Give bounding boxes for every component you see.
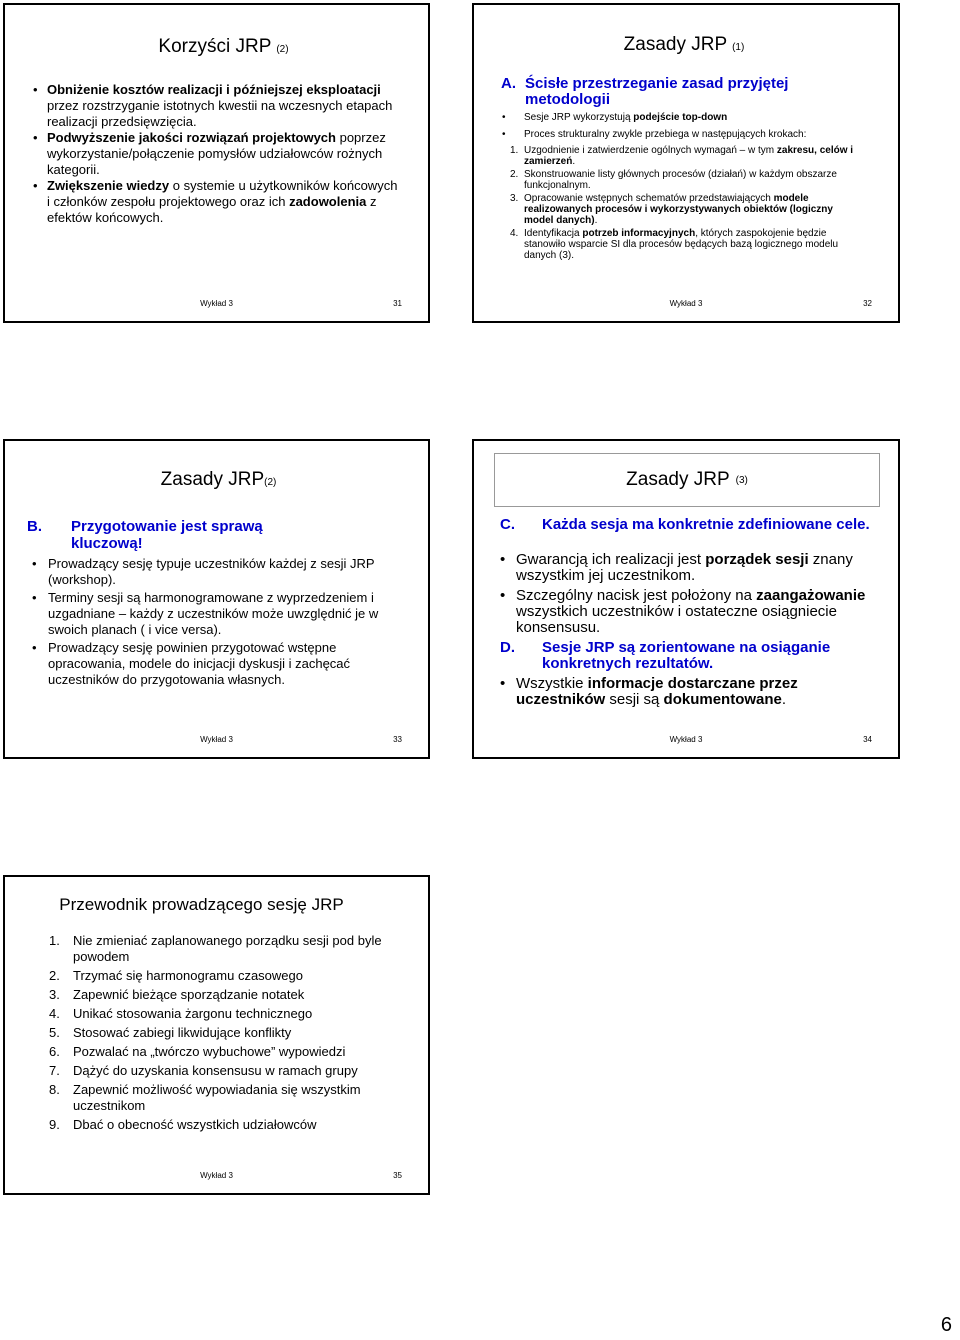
step-number: 3. bbox=[510, 193, 519, 204]
list-item bbox=[49, 1044, 399, 1060]
list-item bbox=[510, 145, 862, 167]
slide-title bbox=[470, 34, 898, 59]
title-text: Korzyści JRP bbox=[158, 36, 272, 57]
list-item bbox=[49, 1025, 399, 1041]
item-bold: zadowolenia bbox=[289, 194, 367, 209]
list-item bbox=[510, 169, 862, 191]
item-number: 6. bbox=[49, 1044, 60, 1059]
item-text: Szczególny nacisk jest położony na bbox=[516, 587, 757, 604]
item-text: przez rozstrzyganie istotnych kwestii na wczesnych etapach realizacji przedsięwzięcia. bbox=[47, 98, 393, 129]
item-text: Prowadzący sesję typuje uczestników każdej z sesji JRP (workshop). bbox=[48, 556, 375, 587]
slide-number: 34 bbox=[863, 735, 872, 744]
slide-number: 33 bbox=[393, 735, 402, 744]
list-item bbox=[49, 987, 399, 1003]
list-item bbox=[32, 556, 412, 588]
item-text: z efektów końcowych. bbox=[47, 194, 377, 225]
item-bold: Podwyższenie jakości rozwiązań projektowych bbox=[47, 130, 336, 145]
item-bold: informacje dostarczane przez uczestników bbox=[516, 675, 798, 708]
item-number: 5. bbox=[49, 1025, 60, 1040]
item-number: 4. bbox=[49, 1006, 60, 1021]
footer-label: Wykład 3 bbox=[200, 735, 233, 744]
section-letter: C. bbox=[500, 516, 515, 533]
title-text: Zasady JRP bbox=[160, 469, 265, 490]
item-number: 3. bbox=[49, 987, 60, 1002]
section-title: Przygotowanie jest sprawą kluczową! bbox=[71, 518, 263, 552]
section-heading bbox=[500, 640, 880, 672]
step-number: 1. bbox=[510, 145, 519, 156]
slide-title bbox=[494, 453, 880, 507]
item-text: Dbać o obecność wszystkich udziałowców bbox=[73, 1117, 317, 1132]
section-heading bbox=[27, 518, 327, 552]
list-item bbox=[33, 82, 403, 130]
item-text: Terminy sesji są harmonogramowane z wyprzedzeniem i uzgadniane – każdy z uczestników może uwzględnić je w swoich planach ( i vice versa). bbox=[48, 590, 379, 637]
step-text: Uzgodnienie i zatwierdzenie ogólnych wymagań – w tym bbox=[524, 145, 777, 156]
step-bold: zakresu, celów i zamierzeń bbox=[524, 145, 854, 167]
slide-footer bbox=[474, 299, 898, 311]
item-text: Stosować zabiegi likwidujące konflikty bbox=[73, 1025, 292, 1040]
item-bold: dokumentowane bbox=[663, 691, 782, 708]
title-text: Przewodnik prowadzącego sesję JRP bbox=[59, 895, 344, 914]
list-item bbox=[500, 588, 870, 636]
step-number: 2. bbox=[510, 169, 519, 180]
list-item bbox=[49, 1006, 399, 1022]
item-text: sesji są bbox=[605, 691, 664, 708]
item-text: poprzez wykorzystanie/połączenie pomysłów udziałowców rożnych kategorii. bbox=[47, 130, 386, 177]
step-text: Identyfikacja bbox=[524, 228, 583, 239]
slide-33 bbox=[3, 439, 430, 759]
section-heading bbox=[500, 517, 880, 533]
item-text: . bbox=[781, 691, 787, 708]
list-item bbox=[49, 933, 399, 965]
list-item bbox=[49, 968, 399, 984]
step-text: . bbox=[594, 215, 598, 226]
item-text: Unikać stosowania żargonu technicznego bbox=[73, 1006, 313, 1021]
section-title: Każda sesja ma konkretnie zdefiniowane cele. bbox=[542, 516, 870, 533]
item-text: wszystkich uczestników i ostateczne osiągniecie konsensusu. bbox=[516, 603, 837, 636]
item-text: Prowadzący sesję powinien przygotować wstępne opracowania, modele do inicjacji dyskusji i zachęcać uczestników do przygotowania własnych. bbox=[48, 640, 351, 687]
item-text: znany wszystkim jej uczestnikom. bbox=[516, 551, 853, 584]
list-item bbox=[33, 178, 403, 226]
slide-title bbox=[9, 469, 428, 494]
step-bold: modele realizowanych procesów i wykorzystywanych obiektów (logiczny model danych) bbox=[524, 193, 833, 226]
footer-label: Wykład 3 bbox=[200, 1171, 233, 1180]
item-text: Trzymać się harmonogramu czasowego bbox=[73, 968, 303, 983]
slide-35 bbox=[3, 875, 430, 1195]
item-number: 7. bbox=[49, 1063, 60, 1078]
item-number: 9. bbox=[49, 1117, 60, 1132]
slide-title bbox=[0, 894, 428, 916]
item-bold: Obniżenie kosztów realizacji i późniejszej eksploatacji bbox=[47, 82, 381, 97]
list-item bbox=[502, 111, 882, 124]
slide-34 bbox=[472, 439, 900, 759]
step-text: . bbox=[572, 156, 576, 167]
section-letter: B. bbox=[27, 518, 42, 535]
slide-footer bbox=[474, 735, 898, 747]
step-text: , których zaspokojenie będzie stanowiło wsparcie SI dla procesów będących bazą logicznego modelu danych (3). bbox=[524, 228, 839, 261]
process-steps bbox=[510, 145, 862, 261]
list-item bbox=[49, 1117, 399, 1133]
footer-label: Wykład 3 bbox=[669, 299, 703, 308]
section-letter: D. bbox=[500, 639, 515, 656]
title-suffix: (1) bbox=[732, 42, 745, 53]
item-text: Sesje JRP wykorzystują bbox=[524, 112, 634, 123]
item-number: 2. bbox=[49, 968, 60, 983]
list-item bbox=[32, 640, 412, 688]
step-number: 4. bbox=[510, 228, 519, 239]
title-suffix: (2) bbox=[264, 477, 277, 488]
benefits-list bbox=[33, 82, 403, 226]
item-text: Dążyć do uzyskania konsensusu w ramach grupy bbox=[73, 1063, 358, 1078]
item-text: o systemie u użytkowników końcowych i członków zespołu projektowego oraz ich bbox=[47, 178, 398, 209]
slide-title bbox=[19, 36, 428, 61]
item-text: Proces strukturalny zwykle przebiega w następujących krokach: bbox=[524, 129, 807, 140]
item-number: 1. bbox=[49, 933, 60, 948]
slide-number: 32 bbox=[863, 299, 872, 308]
slide-31 bbox=[3, 3, 430, 323]
slide-footer bbox=[5, 299, 428, 311]
section-title: Sesje JRP są zorientowane na osiąganie konkretnych rezultatów. bbox=[542, 639, 831, 672]
section-title: Ścisłe przestrzeganie zasad przyjętej metodologii bbox=[525, 75, 789, 108]
title-suffix: (2) bbox=[276, 44, 289, 55]
footer-label: Wykład 3 bbox=[669, 735, 703, 744]
list-item bbox=[500, 676, 870, 708]
item-text: Pozwalać na „twórczo wybuchowe” wypowiedzi bbox=[73, 1044, 346, 1059]
slide-number: 31 bbox=[393, 299, 402, 308]
item-bold: porządek sesji bbox=[705, 551, 809, 568]
list-item bbox=[33, 130, 403, 178]
slide-32 bbox=[472, 3, 900, 323]
goals-list bbox=[500, 552, 870, 636]
item-number: 8. bbox=[49, 1082, 60, 1097]
footer-label: Wykład 3 bbox=[200, 299, 233, 308]
item-bold: podejście top-down bbox=[633, 112, 728, 123]
list-item bbox=[500, 552, 870, 584]
page-number: 6 bbox=[940, 1314, 952, 1336]
item-text: Nie zmieniać zaplanowanego porządku sesji pod byle powodem bbox=[73, 933, 382, 964]
list-item bbox=[510, 193, 862, 226]
section-letter: A. bbox=[501, 75, 516, 92]
title-suffix: (3) bbox=[735, 474, 748, 486]
list-item bbox=[510, 228, 862, 261]
item-text: Gwarancją ich realizacji jest bbox=[516, 551, 706, 568]
step-bold: potrzeb informacyjnych bbox=[582, 228, 696, 239]
list-item bbox=[49, 1082, 399, 1114]
item-text: Zapewnić możliwość wypowiadania się wszystkim uczestnikom bbox=[73, 1082, 361, 1113]
slide-footer bbox=[5, 735, 428, 747]
item-text: Zapewnić bieżące sporządzanie notatek bbox=[73, 987, 305, 1002]
item-bold: Zwiększenie wiedzy bbox=[47, 178, 170, 193]
title-text: Zasady JRP bbox=[626, 469, 730, 490]
slide-number: 35 bbox=[393, 1171, 402, 1180]
step-text: Skonstruowanie listy głównych procesów (działań) w każdym obszarze funkcjonalnym. bbox=[524, 169, 837, 191]
results-list bbox=[500, 676, 870, 708]
rules-bullets bbox=[502, 111, 882, 141]
list-item bbox=[49, 1063, 399, 1079]
guide-list bbox=[49, 933, 399, 1133]
list-item bbox=[32, 590, 412, 638]
section-heading bbox=[501, 76, 871, 108]
list-item bbox=[502, 128, 882, 141]
item-text: Wszystkie bbox=[516, 675, 588, 692]
item-bold: zaangażowanie bbox=[756, 587, 866, 604]
slide-footer bbox=[5, 1171, 428, 1183]
step-text: Opracowanie wstępnych schematów przedstawiających bbox=[524, 193, 774, 204]
preparation-list bbox=[32, 556, 412, 688]
title-text: Zasady JRP bbox=[623, 34, 727, 55]
